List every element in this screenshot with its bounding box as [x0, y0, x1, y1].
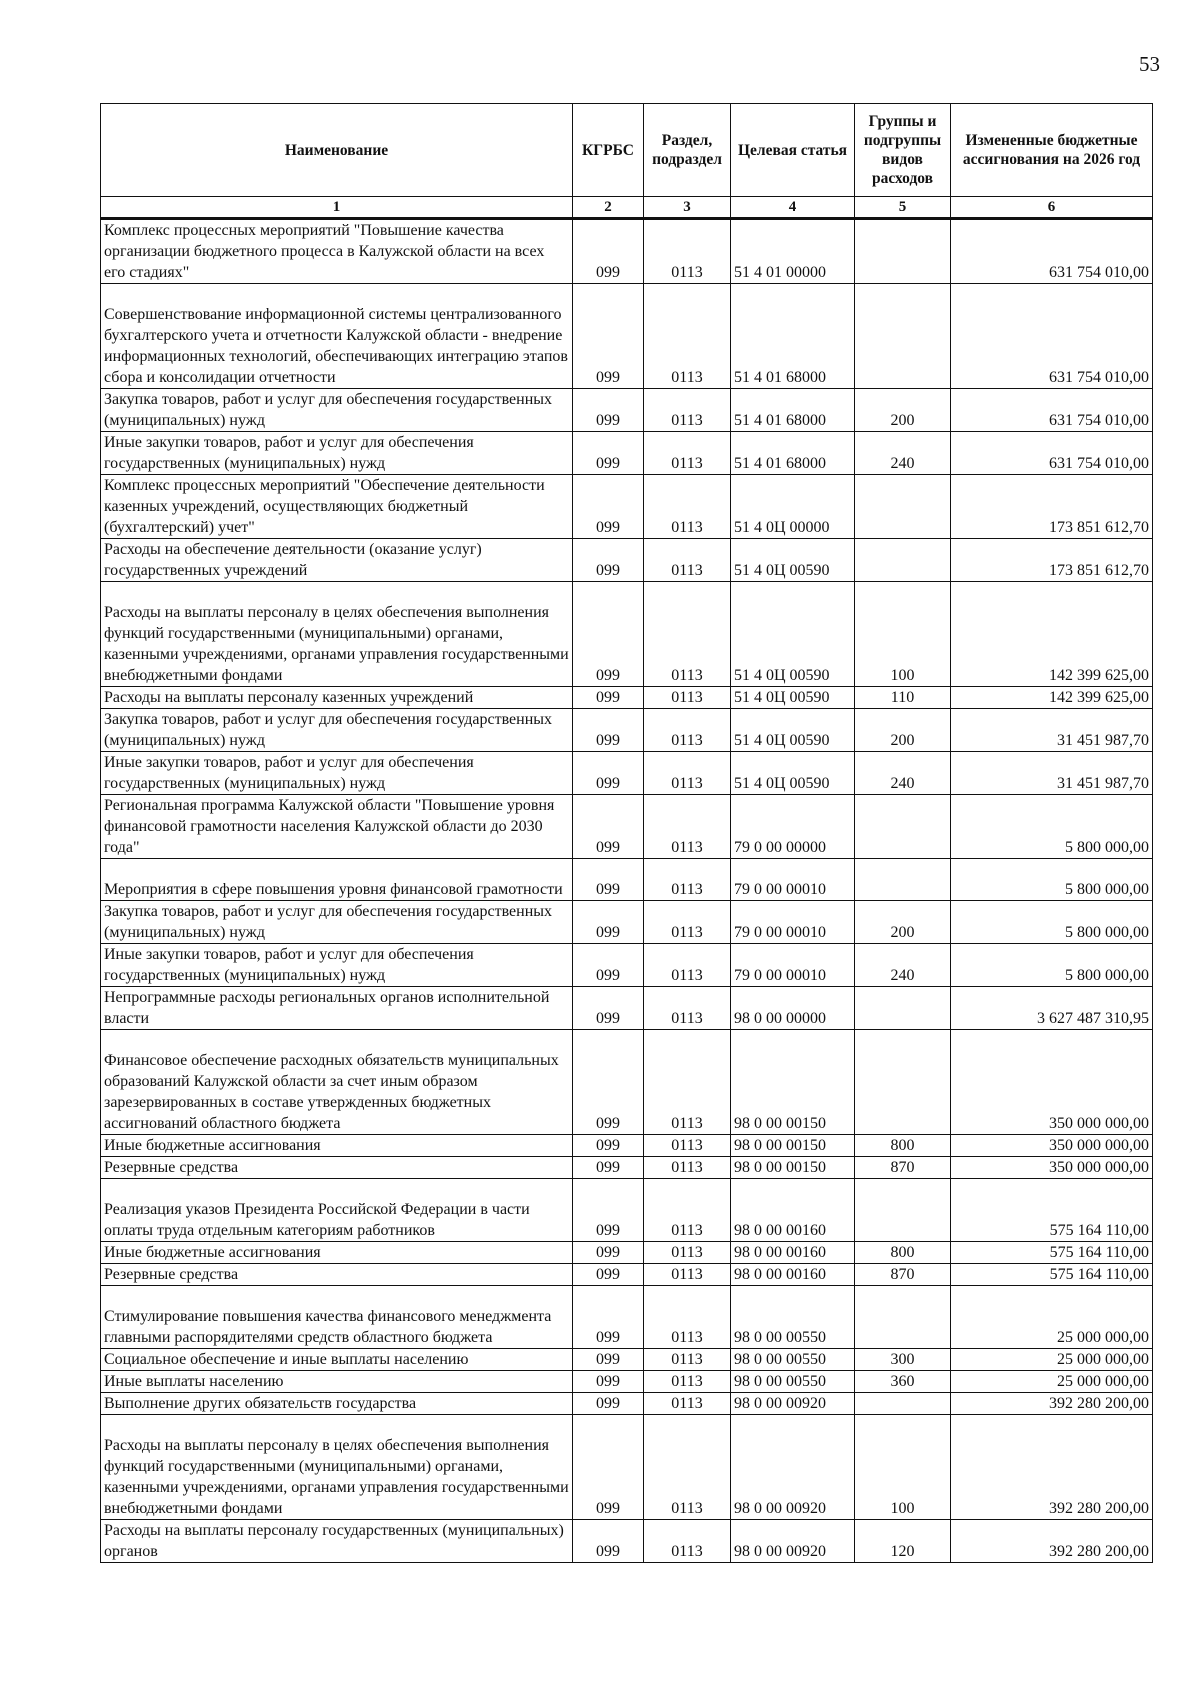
row-kgrbs: 099 [573, 1264, 644, 1286]
row-group [855, 987, 951, 1030]
table-row [101, 1393, 1153, 1415]
row-kgrbs: 099 [573, 389, 644, 432]
table-row [101, 752, 1153, 795]
row-name: Расходы на обеспечение деятельности (оказание услуг) государственных учреждений [101, 539, 573, 582]
column-number: 3 [644, 197, 731, 219]
row-group: 300 [855, 1349, 951, 1371]
row-name: Закупка товаров, работ и услуг для обеспечения государственных (муниципальных) нужд [101, 901, 573, 944]
row-kgrbs: 099 [573, 859, 644, 901]
row-section: 0113 [644, 1349, 731, 1371]
row-amount: 5 800 000,00 [951, 859, 1153, 901]
row-target: 51 4 0Ц 00590 [731, 687, 855, 709]
row-kgrbs: 099 [573, 219, 644, 284]
table-row [101, 1242, 1153, 1264]
row-target: 79 0 00 00000 [731, 795, 855, 859]
row-target: 51 4 0Ц 00000 [731, 475, 855, 539]
table-row [101, 1520, 1153, 1563]
row-name: Выполнение других обязательств государства [101, 1393, 573, 1415]
row-amount: 631 754 010,00 [951, 432, 1153, 475]
row-amount: 350 000 000,00 [951, 1030, 1153, 1135]
row-name: Иные закупки товаров, работ и услуг для обеспечения государственных (муниципальных) нужд [101, 944, 573, 987]
table-row [101, 1030, 1153, 1135]
row-kgrbs: 099 [573, 1349, 644, 1371]
row-section: 0113 [644, 582, 731, 687]
row-kgrbs: 099 [573, 1157, 644, 1179]
row-kgrbs: 099 [573, 1371, 644, 1393]
row-amount: 392 280 200,00 [951, 1415, 1153, 1520]
row-amount: 142 399 625,00 [951, 687, 1153, 709]
row-group [855, 284, 951, 389]
table-row [101, 539, 1153, 582]
row-name: Резервные средства [101, 1264, 573, 1286]
row-name: Закупка товаров, работ и услуг для обеспечения государственных (муниципальных) нужд [101, 709, 573, 752]
table-row [101, 219, 1153, 284]
row-section: 0113 [644, 859, 731, 901]
row-target: 98 0 00 00160 [731, 1264, 855, 1286]
row-amount: 3 627 487 310,95 [951, 987, 1153, 1030]
row-group [855, 1286, 951, 1349]
row-amount: 575 164 110,00 [951, 1179, 1153, 1242]
row-kgrbs: 099 [573, 1242, 644, 1264]
column-number-row [101, 197, 1153, 219]
table-row [101, 1349, 1153, 1371]
row-group [855, 219, 951, 284]
row-section: 0113 [644, 1415, 731, 1520]
row-target: 98 0 00 00150 [731, 1030, 855, 1135]
row-target: 51 4 0Ц 00590 [731, 709, 855, 752]
row-target: 98 0 00 00550 [731, 1349, 855, 1371]
table-row [101, 1415, 1153, 1520]
row-section: 0113 [644, 1030, 731, 1135]
table-body [101, 219, 1153, 1563]
row-target: 98 0 00 00920 [731, 1415, 855, 1520]
table-row [101, 389, 1153, 432]
row-section: 0113 [644, 687, 731, 709]
row-kgrbs: 099 [573, 432, 644, 475]
row-name: Расходы на выплаты персоналу государственных (муниципальных) органов [101, 1520, 573, 1563]
row-amount: 575 164 110,00 [951, 1264, 1153, 1286]
header-target: Целевая статья [731, 104, 855, 197]
row-kgrbs: 099 [573, 582, 644, 687]
row-section: 0113 [644, 1520, 731, 1563]
row-kgrbs: 099 [573, 795, 644, 859]
row-section: 0113 [644, 709, 731, 752]
row-amount: 5 800 000,00 [951, 901, 1153, 944]
row-group: 200 [855, 901, 951, 944]
row-group: 100 [855, 582, 951, 687]
row-name: Мероприятия в сфере повышения уровня финансовой грамотности [101, 859, 573, 901]
row-name: Реализация указов Президента Российской Федерации в части оплаты труда отдельным категориям работников [101, 1179, 573, 1242]
row-group [855, 859, 951, 901]
row-target: 98 0 00 00160 [731, 1179, 855, 1242]
row-group: 200 [855, 709, 951, 752]
row-section: 0113 [644, 1179, 731, 1242]
row-group: 240 [855, 752, 951, 795]
row-name: Региональная программа Калужской области "Повышение уровня финансовой грамотности населения Калужской области до 2030 года" [101, 795, 573, 859]
table-row [101, 859, 1153, 901]
row-name: Иные бюджетные ассигнования [101, 1135, 573, 1157]
row-target: 51 4 0Ц 00590 [731, 752, 855, 795]
row-group [855, 539, 951, 582]
row-target: 51 4 0Ц 00590 [731, 582, 855, 687]
page-number: 53 [1139, 52, 1160, 76]
row-kgrbs: 099 [573, 687, 644, 709]
row-kgrbs: 099 [573, 987, 644, 1030]
row-amount: 31 451 987,70 [951, 709, 1153, 752]
row-group [855, 1393, 951, 1415]
row-kgrbs: 099 [573, 284, 644, 389]
row-group: 800 [855, 1135, 951, 1157]
row-name: Закупка товаров, работ и услуг для обеспечения государственных (муниципальных) нужд [101, 389, 573, 432]
row-section: 0113 [644, 539, 731, 582]
row-section: 0113 [644, 1157, 731, 1179]
row-name: Расходы на выплаты персоналу в целях обеспечения выполнения функций государственными (муниципальными) органами, казенными учреждениями, органами управления государственными внебюджетными фондами [101, 582, 573, 687]
row-amount: 142 399 625,00 [951, 582, 1153, 687]
table-row [101, 944, 1153, 987]
row-target: 79 0 00 00010 [731, 859, 855, 901]
row-amount: 173 851 612,70 [951, 475, 1153, 539]
row-kgrbs: 099 [573, 1415, 644, 1520]
row-name: Стимулирование повышения качества финансового менеджмента главными распорядителями средств областного бюджета [101, 1286, 573, 1349]
table-row [101, 475, 1153, 539]
row-section: 0113 [644, 1135, 731, 1157]
row-section: 0113 [644, 901, 731, 944]
row-group [855, 795, 951, 859]
row-target: 51 4 01 00000 [731, 219, 855, 284]
row-target: 51 4 0Ц 00590 [731, 539, 855, 582]
row-section: 0113 [644, 987, 731, 1030]
row-kgrbs: 099 [573, 901, 644, 944]
row-target: 98 0 00 00160 [731, 1242, 855, 1264]
header-section: Раздел, подраздел [644, 104, 731, 197]
row-target: 98 0 00 00000 [731, 987, 855, 1030]
row-name: Иные закупки товаров, работ и услуг для обеспечения государственных (муниципальных) нужд [101, 432, 573, 475]
row-target: 51 4 01 68000 [731, 432, 855, 475]
row-target: 98 0 00 00920 [731, 1393, 855, 1415]
row-amount: 631 754 010,00 [951, 219, 1153, 284]
row-group [855, 1179, 951, 1242]
row-group: 240 [855, 944, 951, 987]
row-target: 98 0 00 00920 [731, 1520, 855, 1563]
row-name: Иные закупки товаров, работ и услуг для обеспечения государственных (муниципальных) нужд [101, 752, 573, 795]
row-kgrbs: 099 [573, 709, 644, 752]
row-amount: 31 451 987,70 [951, 752, 1153, 795]
row-name: Расходы на выплаты персоналу в целях обеспечения выполнения функций государственными (муниципальными) органами, казенными учреждениями, органами управления государственными внебюджетными фондами [101, 1415, 573, 1520]
row-target: 98 0 00 00150 [731, 1135, 855, 1157]
column-number: 6 [951, 197, 1153, 219]
row-kgrbs: 099 [573, 944, 644, 987]
table-row [101, 1264, 1153, 1286]
table-row [101, 1179, 1153, 1242]
row-name: Резервные средства [101, 1157, 573, 1179]
row-group: 110 [855, 687, 951, 709]
row-kgrbs: 099 [573, 1179, 644, 1242]
row-section: 0113 [644, 1286, 731, 1349]
row-amount: 5 800 000,00 [951, 795, 1153, 859]
table-row [101, 687, 1153, 709]
row-amount: 25 000 000,00 [951, 1371, 1153, 1393]
row-section: 0113 [644, 389, 731, 432]
row-amount: 350 000 000,00 [951, 1135, 1153, 1157]
row-amount: 631 754 010,00 [951, 284, 1153, 389]
row-name: Непрограммные расходы региональных органов исполнительной власти [101, 987, 573, 1030]
column-number: 4 [731, 197, 855, 219]
row-group: 200 [855, 389, 951, 432]
budget-table [100, 103, 1153, 1563]
row-amount: 392 280 200,00 [951, 1520, 1153, 1563]
row-target: 79 0 00 00010 [731, 901, 855, 944]
row-target: 98 0 00 00550 [731, 1371, 855, 1393]
table-row [101, 987, 1153, 1030]
row-group: 360 [855, 1371, 951, 1393]
row-kgrbs: 099 [573, 1393, 644, 1415]
row-name: Комплекс процессных мероприятий "Повышение качества организации бюджетного процесса в Калужской области на всех его стадиях" [101, 219, 573, 284]
table-row [101, 901, 1153, 944]
row-amount: 392 280 200,00 [951, 1393, 1153, 1415]
row-kgrbs: 099 [573, 752, 644, 795]
row-section: 0113 [644, 219, 731, 284]
row-kgrbs: 099 [573, 1286, 644, 1349]
row-group: 120 [855, 1520, 951, 1563]
row-section: 0113 [644, 1264, 731, 1286]
row-name: Финансовое обеспечение расходных обязательств муниципальных образований Калужской области за счет иным образом зарезервированных в составе утвержденных бюджетных ассигнований областного бюджета [101, 1030, 573, 1135]
table-row [101, 1135, 1153, 1157]
row-amount: 350 000 000,00 [951, 1157, 1153, 1179]
column-number: 5 [855, 197, 951, 219]
row-group: 870 [855, 1157, 951, 1179]
row-amount: 575 164 110,00 [951, 1242, 1153, 1264]
row-target: 98 0 00 00550 [731, 1286, 855, 1349]
table-row [101, 1371, 1153, 1393]
row-target: 79 0 00 00010 [731, 944, 855, 987]
row-amount: 5 800 000,00 [951, 944, 1153, 987]
row-kgrbs: 099 [573, 1520, 644, 1563]
row-kgrbs: 099 [573, 539, 644, 582]
table-row [101, 1157, 1153, 1179]
header-kgrbs: КГРБС [573, 104, 644, 197]
row-section: 0113 [644, 284, 731, 389]
row-target: 98 0 00 00150 [731, 1157, 855, 1179]
header-row [101, 104, 1153, 197]
row-section: 0113 [644, 432, 731, 475]
row-name: Совершенствование информационной системы централизованного бухгалтерского учета и отчетности Калужской области - внедрение информационных технологий, обеспечивающих интеграцию этапов сбора и консолидации отчетности [101, 284, 573, 389]
table-row [101, 1286, 1153, 1349]
row-amount: 25 000 000,00 [951, 1349, 1153, 1371]
row-name: Иные бюджетные ассигнования [101, 1242, 573, 1264]
header-name: Наименование [101, 104, 573, 197]
row-section: 0113 [644, 795, 731, 859]
row-group: 100 [855, 1415, 951, 1520]
row-section: 0113 [644, 1242, 731, 1264]
row-group: 800 [855, 1242, 951, 1264]
row-section: 0113 [644, 475, 731, 539]
row-name: Расходы на выплаты персоналу казенных учреждений [101, 687, 573, 709]
row-section: 0113 [644, 752, 731, 795]
row-name: Комплекс процессных мероприятий "Обеспечение деятельности казенных учреждений, осуществляющих бюджетный (бухгалтерский) учет" [101, 475, 573, 539]
row-section: 0113 [644, 1371, 731, 1393]
table-row [101, 795, 1153, 859]
row-group: 240 [855, 432, 951, 475]
row-kgrbs: 099 [573, 1030, 644, 1135]
row-section: 0113 [644, 944, 731, 987]
row-amount: 631 754 010,00 [951, 389, 1153, 432]
row-name: Иные выплаты населению [101, 1371, 573, 1393]
row-name: Социальное обеспечение и иные выплаты населению [101, 1349, 573, 1371]
table-row [101, 284, 1153, 389]
header-amount: Измененные бюджетные ассигнования на 2026 год [951, 104, 1153, 197]
row-target: 51 4 01 68000 [731, 389, 855, 432]
row-target: 51 4 01 68000 [731, 284, 855, 389]
row-amount: 25 000 000,00 [951, 1286, 1153, 1349]
row-section: 0113 [644, 1393, 731, 1415]
row-group [855, 475, 951, 539]
table-row [101, 709, 1153, 752]
row-group: 870 [855, 1264, 951, 1286]
column-number: 1 [101, 197, 573, 219]
row-kgrbs: 099 [573, 475, 644, 539]
row-amount: 173 851 612,70 [951, 539, 1153, 582]
column-number: 2 [573, 197, 644, 219]
row-group [855, 1030, 951, 1135]
header-group: Группы и подгруппы видов расходов [855, 104, 951, 197]
table-row [101, 582, 1153, 687]
row-kgrbs: 099 [573, 1135, 644, 1157]
table-row [101, 432, 1153, 475]
